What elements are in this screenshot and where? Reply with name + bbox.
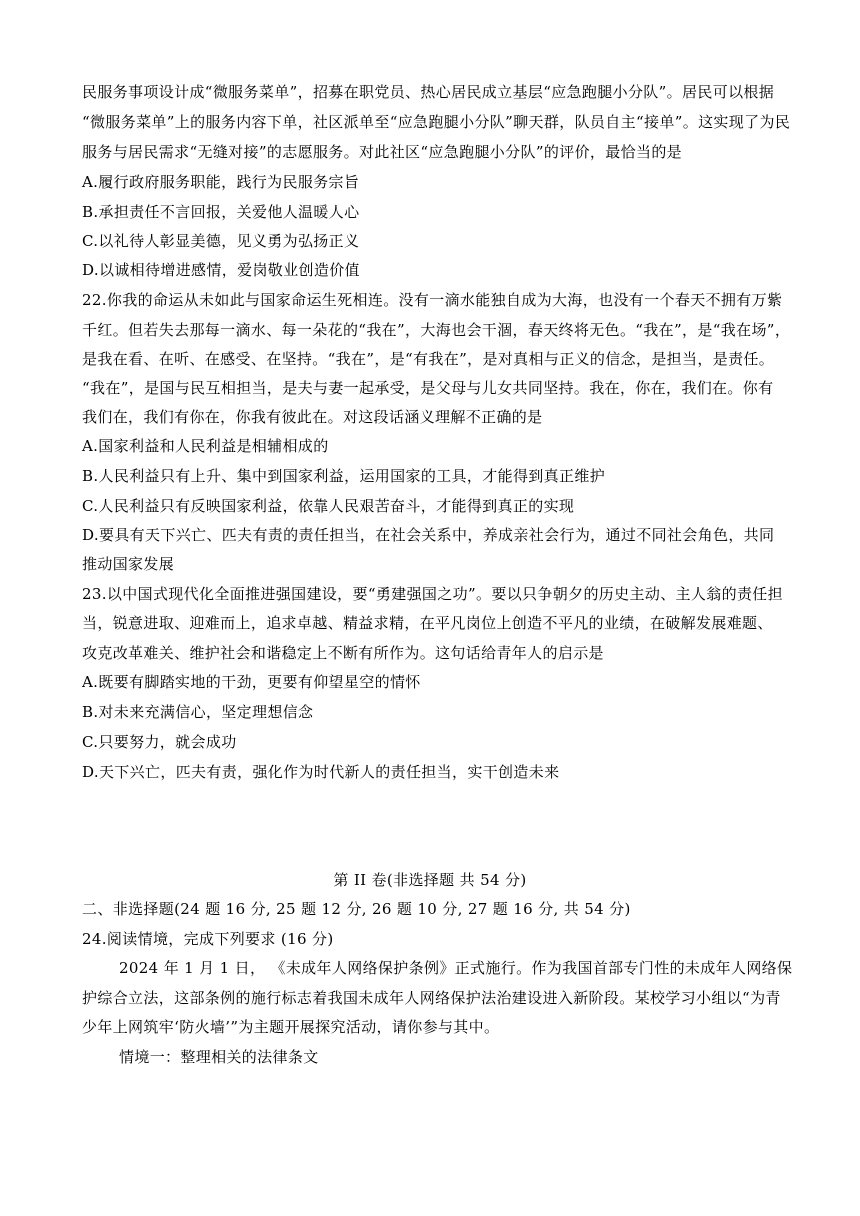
q21-stem-line-1: 民服务事项设计成“微服务菜单”，招募在职党员、热心居民成立基层“应急跑腿小分队”。居民可以根据 xyxy=(82,83,775,101)
q21-stem-line-3: 服务与居民需求“无缝对接”的志愿服务。对此社区“应急跑腿小分队”的评价，最恰当的是 xyxy=(82,143,683,161)
q21-option-b: B.承担责任不言回报，关爱他人温暖人心 xyxy=(82,203,360,221)
q24-para-line-3: 少年上网筑牢‘防火墙’”为主题开展探究活动，请你参与其中。 xyxy=(82,1018,500,1036)
q22-stem-line-1: 22.你我的命运从未如此与国家命运生死相连。没有一滴水能独自成为大海，也没有一个春天不拥有万紫 xyxy=(82,291,783,309)
q21-option-c: C.以礼待人彰显美德，见义勇为弘扬正义 xyxy=(82,232,360,250)
q22-stem-line-4: “我在”，是国与民互相担当，是夫与妻一起承受，是父母与儿女共同坚持。我在，你在，我们在。你有 xyxy=(82,379,774,397)
q21-option-a: A.履行政府服务职能，践行为民服务宗旨 xyxy=(82,173,360,191)
q23-option-d: D.天下兴亡，匹夫有责，强化作为时代新人的责任担当，实干创造未来 xyxy=(82,763,560,781)
q23-option-b: B.对未来充满信心，坚定理想信念 xyxy=(82,703,314,721)
q24-para-line-2: 护综合立法，这部条例的施行标志着我国未成年人网络保护法治建设进入新阶段。某校学习小组以“为青 xyxy=(82,989,781,1007)
q23-stem-line-3: 攻克改革难关、维护社会和谐稳定上不断有所作为。这句话给青年人的启示是 xyxy=(82,644,604,662)
q21-stem-line-2: “微服务菜单”上的服务内容下单，社区派单至“应急跑腿小分队”聊天群，队员自主“接单”。这实现了为民 xyxy=(82,113,791,131)
q22-stem-line-2: 千红。但若失去那每一滴水、每一朵花的“我在”，大海也会干涸，春天终将无色。“我在”，是“我在场”， xyxy=(82,321,791,339)
q23-stem-line-2: 当，锐意进取、迎难而上，追求卓越、精益求精，在平凡岗位上创造不平凡的业绩，在破解发展难题、 xyxy=(82,614,773,632)
q23-stem-line-1: 23.以中国式现代化全面推进强国建设，要“勇建强国之功”。要以只争朝夕的历史主动、主人翁的责任担 xyxy=(82,585,783,603)
q22-option-a: A.国家利益和人民利益是相辅相成的 xyxy=(82,437,329,455)
q21-option-d: D.以诚相待增进感情，爱岗敬业创造价值 xyxy=(82,261,360,279)
q22-option-b: B.人民利益只有上升、集中到国家利益，运用国家的工具，才能得到真正维护 xyxy=(82,467,606,485)
q24-para-line-1: 2024 年 1 月 1 日， 《未成年人网络保护条例》正式施行。作为我国首部专门性的未成年人网络保 xyxy=(119,959,793,977)
q22-option-d-line-1: D.要具有天下兴亡、匹夫有责的责任担当，在社会关系中，养成亲社会行为，通过不同社会角色，共同 xyxy=(82,526,775,544)
q22-option-c: C.人民利益只有反映国家利益，依靠人民艰苦奋斗，才能得到真正的实现 xyxy=(82,497,575,515)
q22-option-d-line-2: 推动国家发展 xyxy=(82,555,175,573)
q23-option-c: C.只要努力，就会成功 xyxy=(82,733,237,751)
section-heading: 二、非选择题(24 题 16 分, 25 题 12 分, 26 题 10 分, 27 题 16 分, 共 54 分) xyxy=(82,900,631,918)
scenario-1-heading: 情境一：整理相关的法律条文 xyxy=(119,1048,319,1066)
q22-stem-line-5: 我们在，我们有你在，你我有彼此在。对这段话涵义理解不正确的是 xyxy=(82,408,543,426)
section-title: 第 II 卷(非选择题 共 54 分) xyxy=(333,871,527,889)
q22-stem-line-3: 是我在看、在听、在感受、在坚持。“我在”，是“有我在”，是对真相与正义的信念，是担当，是责任。 xyxy=(82,350,775,368)
q24-title: 24.阅读情境，完成下列要求 (16 分) xyxy=(82,930,334,948)
q23-option-a: A.既要有脚踏实地的干劲，更要有仰望星空的情怀 xyxy=(82,673,421,691)
